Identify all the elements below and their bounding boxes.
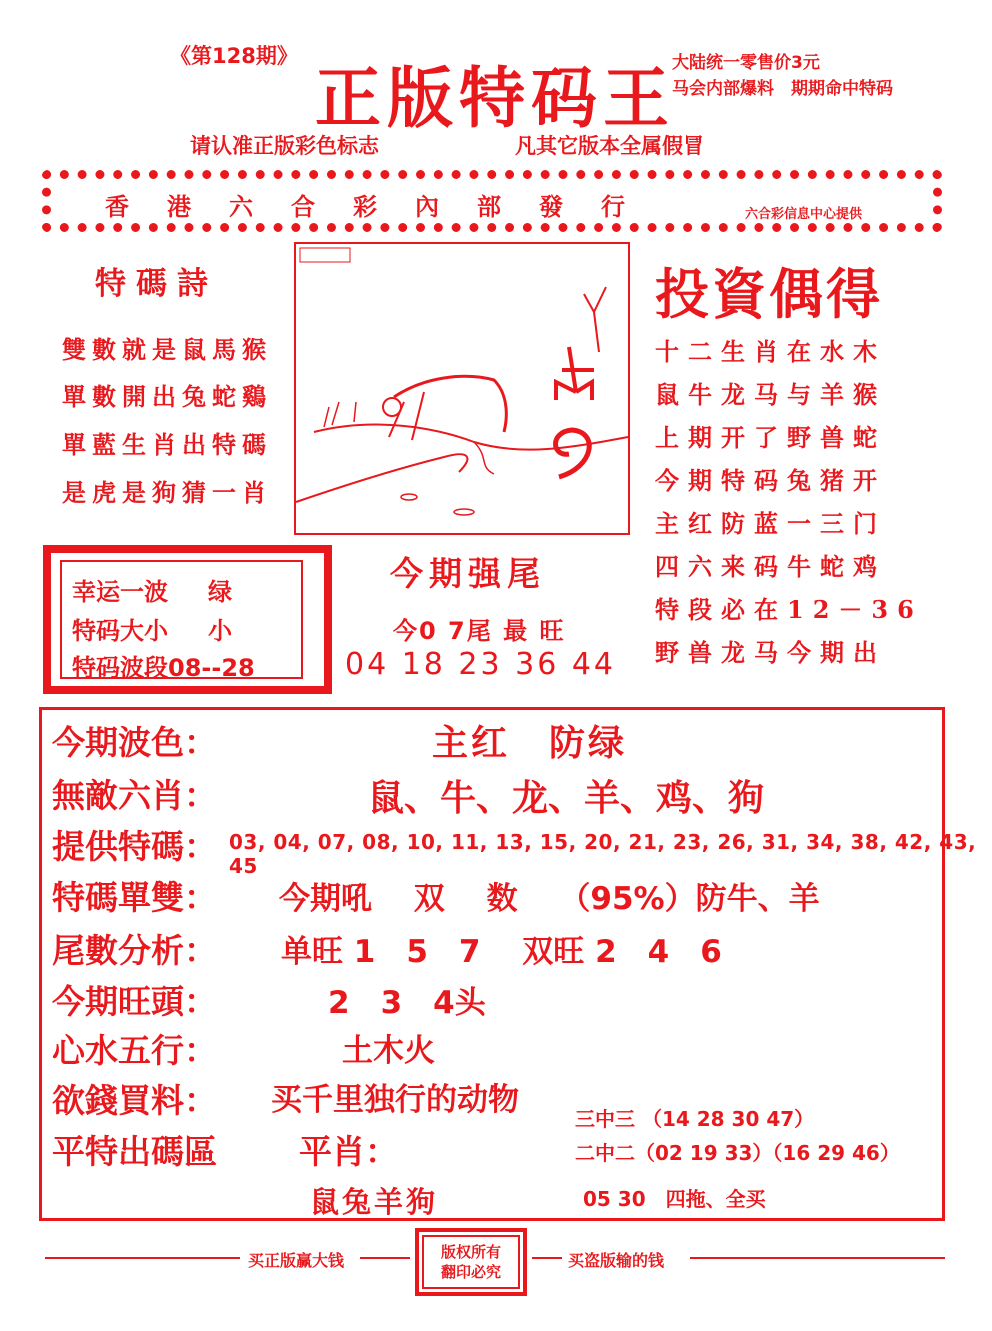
- right-line: 今期特码兔猪开: [655, 466, 886, 495]
- right-line: 野兽龙马今期出: [655, 638, 886, 667]
- footer-rule-right: [690, 1257, 945, 1259]
- two-in-two: 二中二（02 19 33）（16 29 46）: [575, 1141, 900, 1165]
- five-elements-value: 土木火: [342, 1033, 435, 1069]
- poem-title: 特碼詩: [95, 266, 218, 302]
- right-line: 特段必在12－36: [655, 595, 923, 624]
- poem-line: 單數開出兔蛇鷄: [62, 382, 272, 411]
- flat-zodiac-label: 平肖：: [299, 1132, 398, 1171]
- footer-rule: [360, 1257, 410, 1259]
- lucky-wave-label: 幸运一波: [72, 578, 168, 606]
- wave-color-value: 主红 防绿: [432, 723, 628, 764]
- wave-color-label: 今期波色：: [52, 723, 217, 762]
- stamp-line: 翻印必究: [440, 1263, 501, 1281]
- three-in-three: 三中三 （14 28 30 47）: [575, 1107, 815, 1131]
- counterfeit-note: 凡其它版本全属假冒: [515, 134, 704, 158]
- hot-head-value: 2 3 4头: [328, 985, 486, 1021]
- footer-rule: [532, 1257, 562, 1259]
- right-line: 上期开了野兽蛇: [655, 423, 886, 452]
- strong-tail-sub: 今0 7尾 最 旺: [393, 617, 566, 645]
- page-title: 正版特码王: [315, 59, 675, 137]
- lucky-range-value: 08--28: [168, 654, 255, 682]
- strong-tail-title: 今期强尾: [390, 554, 546, 593]
- right-line: 四六来码牛蛇鸡: [655, 552, 886, 581]
- lucky-range: [72, 648, 255, 683]
- banner-text: 香港六合彩內部發行: [105, 192, 663, 221]
- footer-left-text: 买正版赢大钱: [248, 1251, 345, 1270]
- poem-line: 單藍生肖出特碼: [62, 430, 272, 459]
- lucky-size-value: 小: [208, 617, 232, 645]
- tail-analysis-value: 单旺 1 5 7 双旺 2 4 6: [281, 934, 722, 970]
- flat-zodiac-value: 鼠兔羊狗: [310, 1185, 439, 1219]
- odd-even-value: 今期吼 双 数 （95%）防牛、羊: [279, 881, 820, 917]
- lucky-wave: [72, 572, 232, 607]
- flat-zone-label: 平特出碼區: [52, 1132, 217, 1171]
- six-zodiac-value: 鼠、牛、龙、羊、鸡、狗: [368, 778, 765, 819]
- right-line: 主红防蓝一三门: [655, 509, 886, 538]
- lucky-wave-value: 绿: [208, 578, 232, 606]
- four-drag: 05 30 四拖、全买: [583, 1187, 766, 1211]
- stamp-line: 版权所有: [440, 1243, 501, 1261]
- right-title: 投資偶得: [655, 262, 883, 326]
- special-numbers-value: 03, 04, 07, 08, 10, 11, 13, 15, 20, 21, 23, 26, 31, 34, 38, 42, 43, 45: [229, 830, 977, 878]
- strong-tail-numbers: 04 18 23 36 44: [345, 647, 617, 682]
- buy-tip-value: 买千里独行的动物: [271, 1082, 519, 1118]
- banner-credit: 六合彩信息中心提供: [745, 207, 863, 222]
- poem-line: 是虎是狗猜一肖: [62, 478, 272, 507]
- right-line: 鼠牛龙马与羊猴: [655, 380, 886, 409]
- footer-right-text: 买盗版输的钱: [568, 1251, 665, 1270]
- footer-rule-left: [45, 1257, 240, 1259]
- buy-tip-label: 欲錢買料：: [52, 1081, 217, 1120]
- copyright-stamp-inner: [422, 1235, 520, 1289]
- price-line: 大陆统一零售价3元: [672, 53, 820, 73]
- five-elements-label: 心水五行：: [52, 1031, 217, 1070]
- six-zodiac-label: 無敵六肖：: [52, 776, 217, 815]
- price-info: [672, 50, 893, 102]
- tail-analysis-label: 尾數分析：: [52, 931, 217, 970]
- lucky-size-label: 特码大小: [72, 617, 168, 645]
- issue-number: 《第128期》: [170, 44, 298, 68]
- lucky-range-label: 特码波段: [72, 654, 168, 682]
- hot-head-label: 今期旺頭：: [52, 982, 217, 1021]
- poem-line: 雙數就是鼠馬猴: [62, 335, 272, 364]
- lucky-size: [72, 611, 232, 646]
- right-line: 十二生肖在水木: [655, 337, 886, 366]
- illustration: [294, 242, 630, 535]
- odd-even-label: 特碼單雙：: [52, 878, 217, 917]
- special-numbers-label: 提供特碼：: [52, 827, 217, 866]
- authenticity-note: 请认准正版彩色标志: [190, 134, 379, 158]
- tagline: 马会内部爆料 期期命中特码: [672, 79, 893, 99]
